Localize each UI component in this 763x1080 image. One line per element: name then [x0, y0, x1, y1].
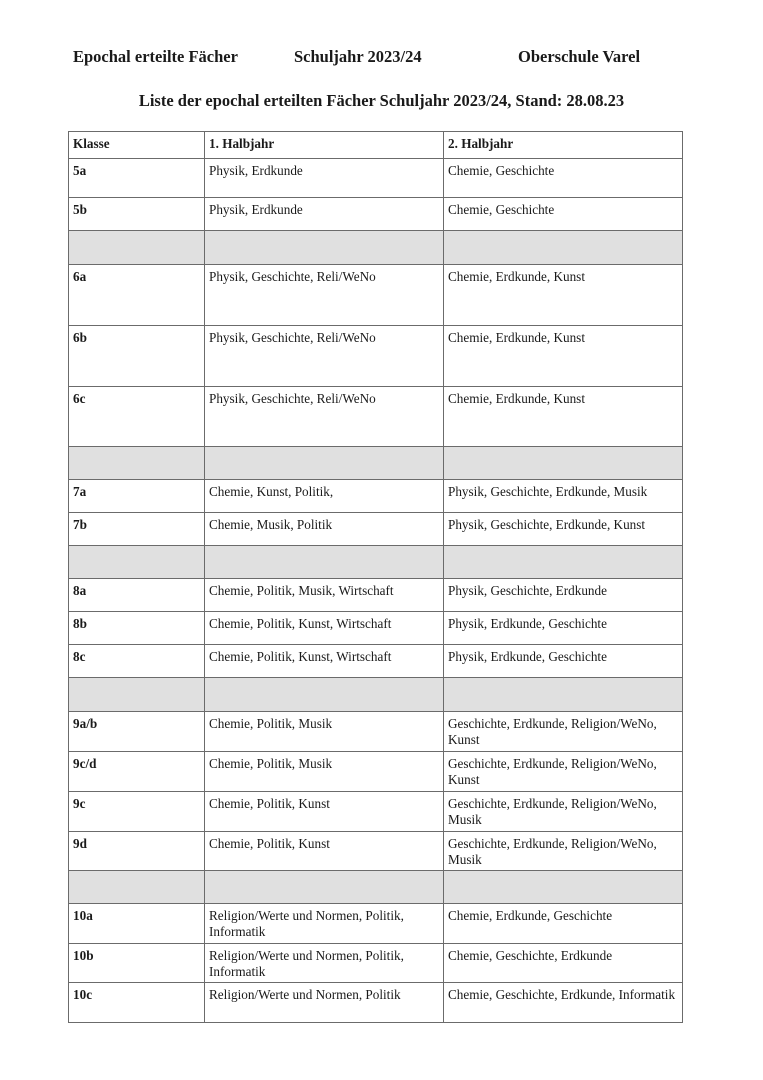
cell-first-half: Chemie, Kunst, Politik, [205, 480, 444, 513]
separator-row [69, 231, 683, 265]
page-header [0, 47, 763, 71]
separator-cell [444, 231, 683, 265]
cell-second-half: Physik, Geschichte, Erdkunde [444, 579, 683, 612]
table-row [69, 579, 683, 612]
separator-cell [444, 871, 683, 904]
column-header-first-half: 1. Halbjahr [205, 132, 444, 159]
table-header-row [69, 132, 683, 159]
table-row [69, 387, 683, 447]
separator-cell [205, 546, 444, 579]
table-row [69, 645, 683, 678]
table-row [69, 712, 683, 752]
table-row [69, 612, 683, 645]
cell-second-half: Chemie, Erdkunde, Kunst [444, 265, 683, 326]
table-row [69, 513, 683, 546]
table-row [69, 752, 683, 792]
cell-klasse: 9c/d [69, 752, 205, 792]
cell-klasse: 10a [69, 904, 205, 944]
cell-klasse: 8c [69, 645, 205, 678]
column-header-klasse: Klasse [69, 132, 205, 159]
cell-first-half: Chemie, Politik, Musik, Wirtschaft [205, 579, 444, 612]
cell-second-half: Chemie, Geschichte, Erdkunde, Informatik [444, 983, 683, 1023]
separator-row [69, 678, 683, 712]
cell-second-half: Chemie, Erdkunde, Geschichte [444, 904, 683, 944]
cell-second-half: Geschichte, Erdkunde, Religion/WeNo, Kunst [444, 752, 683, 792]
cell-klasse: 8b [69, 612, 205, 645]
cell-first-half: Physik, Geschichte, Reli/WeNo [205, 265, 444, 326]
cell-second-half: Chemie, Erdkunde, Kunst [444, 326, 683, 387]
header-school-name: Oberschule Varel [518, 47, 641, 66]
table-row [69, 265, 683, 326]
separator-cell [444, 546, 683, 579]
cell-klasse: 5b [69, 198, 205, 231]
cell-klasse: 8a [69, 579, 205, 612]
cell-klasse: 10c [69, 983, 205, 1023]
separator-cell [69, 546, 205, 579]
cell-klasse: 7b [69, 513, 205, 546]
cell-first-half: Chemie, Politik, Kunst, Wirtschaft [205, 645, 444, 678]
cell-klasse: 5a [69, 159, 205, 198]
cell-first-half: Physik, Erdkunde [205, 159, 444, 198]
table-row [69, 944, 683, 983]
cell-klasse: 6a [69, 265, 205, 326]
cell-klasse: 6b [69, 326, 205, 387]
cell-first-half: Chemie, Politik, Musik [205, 712, 444, 752]
table-row [69, 480, 683, 513]
cell-second-half: Chemie, Geschichte [444, 159, 683, 198]
column-header-second-half: 2. Halbjahr [444, 132, 683, 159]
cell-second-half: Chemie, Geschichte, Erdkunde [444, 944, 683, 983]
cell-first-half: Physik, Geschichte, Reli/WeNo [205, 326, 444, 387]
cell-second-half: Geschichte, Erdkunde, Religion/WeNo, Kunst [444, 712, 683, 752]
cell-second-half: Chemie, Geschichte [444, 198, 683, 231]
separator-row [69, 447, 683, 480]
separator-row [69, 546, 683, 579]
separator-cell [69, 231, 205, 265]
cell-first-half: Physik, Erdkunde [205, 198, 444, 231]
subjects-table [68, 131, 683, 1023]
table-row [69, 983, 683, 1023]
cell-second-half: Geschichte, Erdkunde, Religion/WeNo, Musik [444, 792, 683, 832]
separator-cell [444, 447, 683, 480]
separator-cell [205, 678, 444, 712]
document-title: Liste der epochal erteilten Fächer Schuljahr 2023/24, Stand: 28.08.23 [138, 91, 625, 110]
cell-klasse: 9d [69, 832, 205, 871]
cell-first-half: Physik, Geschichte, Reli/WeNo [205, 387, 444, 447]
cell-second-half: Geschichte, Erdkunde, Religion/WeNo, Musik [444, 832, 683, 871]
separator-cell [205, 871, 444, 904]
cell-second-half: Physik, Geschichte, Erdkunde, Kunst [444, 513, 683, 546]
table-row [69, 326, 683, 387]
cell-klasse: 10b [69, 944, 205, 983]
cell-klasse: 9c [69, 792, 205, 832]
separator-row [69, 871, 683, 904]
table-row [69, 832, 683, 871]
separator-cell [205, 447, 444, 480]
cell-klasse: 7a [69, 480, 205, 513]
table-row [69, 198, 683, 231]
cell-klasse: 9a/b [69, 712, 205, 752]
cell-first-half: Religion/Werte und Normen, Politik [205, 983, 444, 1023]
cell-second-half: Physik, Geschichte, Erdkunde, Musik [444, 480, 683, 513]
cell-first-half: Chemie, Politik, Musik [205, 752, 444, 792]
cell-klasse: 6c [69, 387, 205, 447]
cell-first-half: Chemie, Politik, Kunst, Wirtschaft [205, 612, 444, 645]
cell-first-half: Religion/Werte und Normen, Politik, Informatik [205, 944, 444, 983]
cell-second-half: Physik, Erdkunde, Geschichte [444, 612, 683, 645]
table-row [69, 904, 683, 944]
cell-first-half: Religion/Werte und Normen, Politik, Informatik [205, 904, 444, 944]
cell-first-half: Chemie, Politik, Kunst [205, 832, 444, 871]
header-subject: Epochal erteilte Fächer [73, 47, 238, 66]
separator-cell [69, 447, 205, 480]
separator-cell [69, 871, 205, 904]
table-row [69, 159, 683, 198]
header-school-year: Schuljahr 2023/24 [294, 47, 422, 66]
cell-second-half: Chemie, Erdkunde, Kunst [444, 387, 683, 447]
table-row [69, 792, 683, 832]
separator-cell [205, 231, 444, 265]
separator-cell [69, 678, 205, 712]
separator-cell [444, 678, 683, 712]
cell-first-half: Chemie, Politik, Kunst [205, 792, 444, 832]
cell-second-half: Physik, Erdkunde, Geschichte [444, 645, 683, 678]
cell-first-half: Chemie, Musik, Politik [205, 513, 444, 546]
